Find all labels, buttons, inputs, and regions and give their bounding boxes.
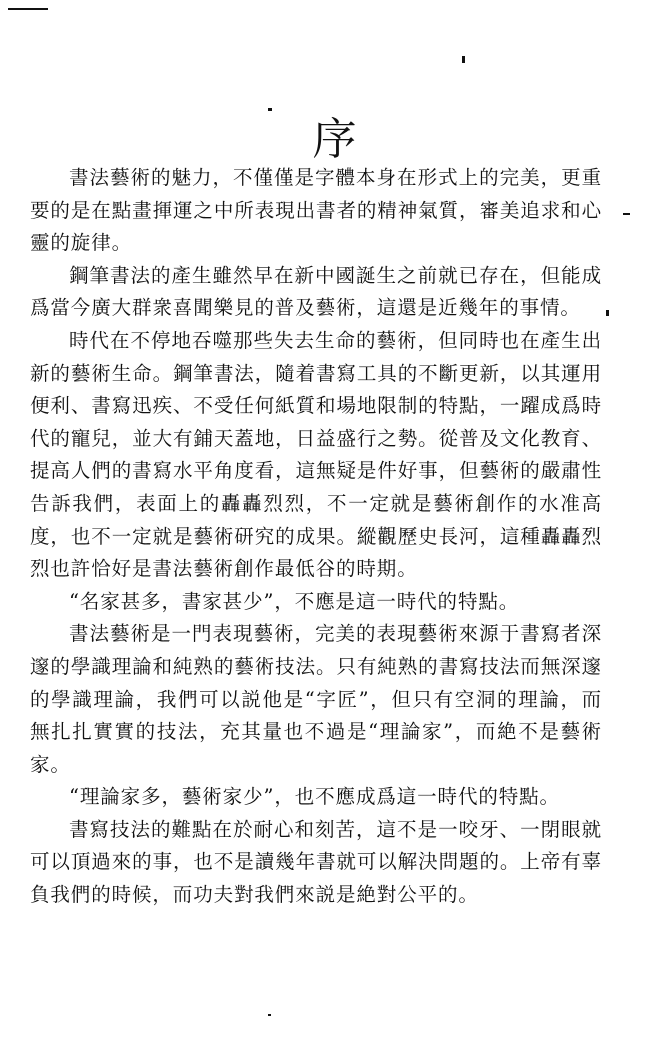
- scan-speck: [606, 310, 609, 316]
- scan-speck: [268, 108, 272, 111]
- paragraph-1: 書法藝術的魅力，不僅僅是字體本身在形式上的完美，更重要的是在點畫揮運之中所表現出書者的精神氣質，審美追求和心靈的旋律。: [30, 166, 602, 255]
- scan-speck: [462, 56, 465, 63]
- paragraph-2: 鋼筆書法的產生雖然早在新中國誕生之前就已存在，但能成爲當今廣大群衆喜聞樂見的普及藝術，這還是近幾年的事情。: [30, 263, 602, 320]
- paragraph-6: “理論家多，藝術家少”，也不應成爲這一時代的特點。: [69, 785, 560, 809]
- scan-speck: [8, 8, 48, 10]
- paragraph-7: 書寫技法的難點在於耐心和刻苦，這不是一咬牙、一閉眼就可以頂過來的事，也不是讀幾年書就可以解決問題的。上帝有辜負我們的時候，而功夫對我們來説是絶對公平的。: [30, 817, 602, 907]
- scan-speck: [268, 1014, 271, 1016]
- paragraph-5: 書法藝術是一門表現藝術，完美的表現藝術來源于書寫者深邃的學識理論和純熟的藝術技法。只有純熟的書寫技法而無深邃的學識理論，我們可以説他是“字匠”，但只有空洞的理論，而無扎扎實實的技法，充其量也不過是“理論家”，而絶不是藝術家。: [30, 622, 602, 776]
- page-title: 序: [312, 114, 357, 165]
- scan-speck: [623, 213, 630, 215]
- paragraph-3: 時代在不停地吞噬那些失去生命的藝術，但同時也在產生出新的藝術生命。鋼筆書法，隨着書寫工具的不斷更新，以其運用便利、書寫迅疾、不受任何紙質和場地限制的特點，一躍成爲時代的寵兒，並大有鋪天蓋地，日益盛行之勢。從普及文化教育、提高人們的書寫水平角度看，這無疑是件好事，但藝術的嚴肅性告訴我們，表面上的轟轟烈烈，不一定就是藝術創作的水准高度，也不一定就是藝術研究的成果。縱觀歷史長河，這種轟轟烈烈也許恰好是書法藝術創作最低谷的時期。: [30, 328, 602, 581]
- preface-body: [30, 162, 602, 912]
- paragraph-4: “名家甚多，書家甚少”，不應是這一時代的特點。: [69, 589, 520, 613]
